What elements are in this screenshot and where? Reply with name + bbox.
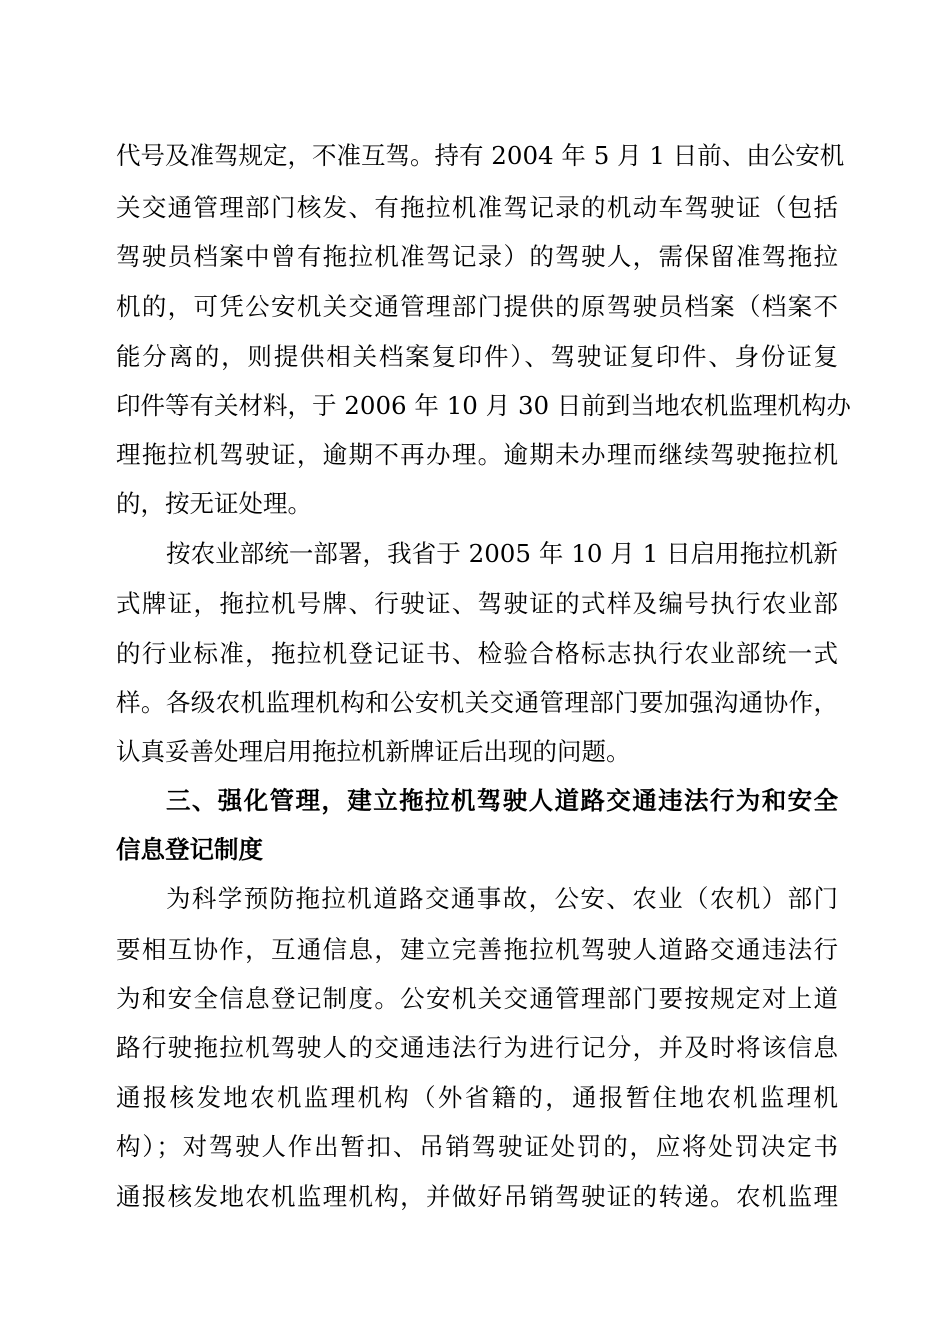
paragraph-line: 样。各级农机监理机构和公安机关交通管理部门要加强沟通协作， — [116, 688, 838, 717]
section-heading: 信息登记制度 — [116, 835, 263, 864]
paragraph-line: 要相互协作，互通信息，建立完善拖拉机驾驶人道路交通违法行 — [116, 935, 838, 964]
paragraph-line: 的行业标准，拖拉机登记证书、检验合格标志执行农业部统一式 — [116, 639, 838, 668]
paragraph-line: 驾驶员档案中曾有拖拉机准驾记录）的驾驶人，需保留准驾拖拉 — [116, 242, 838, 271]
paragraph-line: 式牌证，拖拉机号牌、行驶证、驾驶证的式样及编号执行农业部 — [116, 589, 838, 618]
paragraph-line: 为和安全信息登记制度。公安机关交通管理部门要按规定对上道 — [116, 984, 838, 1013]
paragraph-line: 通报核发地农机监理机构（外省籍的，通报暂住地农机监理机 — [116, 1083, 838, 1112]
paragraph-line: 路行驶拖拉机驾驶人的交通违法行为进行记分，并及时将该信息 — [116, 1033, 838, 1062]
paragraph-line: 认真妥善处理启用拖拉机新牌证后出现的问题。 — [116, 737, 631, 766]
paragraph-line: 构）；对驾驶人作出暂扣、吊销驾驶证处罚的，应将处罚决定书 — [116, 1132, 838, 1161]
paragraph-line: 的，按无证处理。 — [116, 489, 312, 518]
paragraph-line: 能分离的，则提供相关档案复印件）、驾驶证复印件、身份证复 — [116, 342, 838, 371]
paragraph-line: 印件等有关材料，于 2006 年 10 月 30 日前到当地农机监理机构办 — [116, 391, 851, 420]
paragraph-line: 理拖拉机驾驶证，逾期不再办理。逾期未办理而继续驾驶拖拉机 — [116, 440, 838, 469]
paragraph-line: 为科学预防拖拉机道路交通事故，公安、农业（农机）部门 — [166, 884, 838, 913]
section-heading: 三、强化管理，建立拖拉机驾驶人道路交通违法行为和安全 — [166, 786, 838, 815]
paragraph-line: 代号及准驾规定，不准互驾。持有 2004 年 5 月 1 日前、由公安机 — [116, 141, 845, 170]
paragraph-line: 通报核发地农机监理机构，并做好吊销驾驶证的转递。农机监理 — [116, 1182, 838, 1211]
paragraph-line: 按农业部统一部署，我省于 2005 年 10 月 1 日启用拖拉机新 — [166, 539, 838, 568]
paragraph-line: 关交通管理部门核发、有拖拉机准驾记录的机动车驾驶证（包括 — [116, 193, 838, 222]
paragraph-line: 机的，可凭公安机关交通管理部门提供的原驾驶员档案（档案不 — [116, 292, 838, 321]
